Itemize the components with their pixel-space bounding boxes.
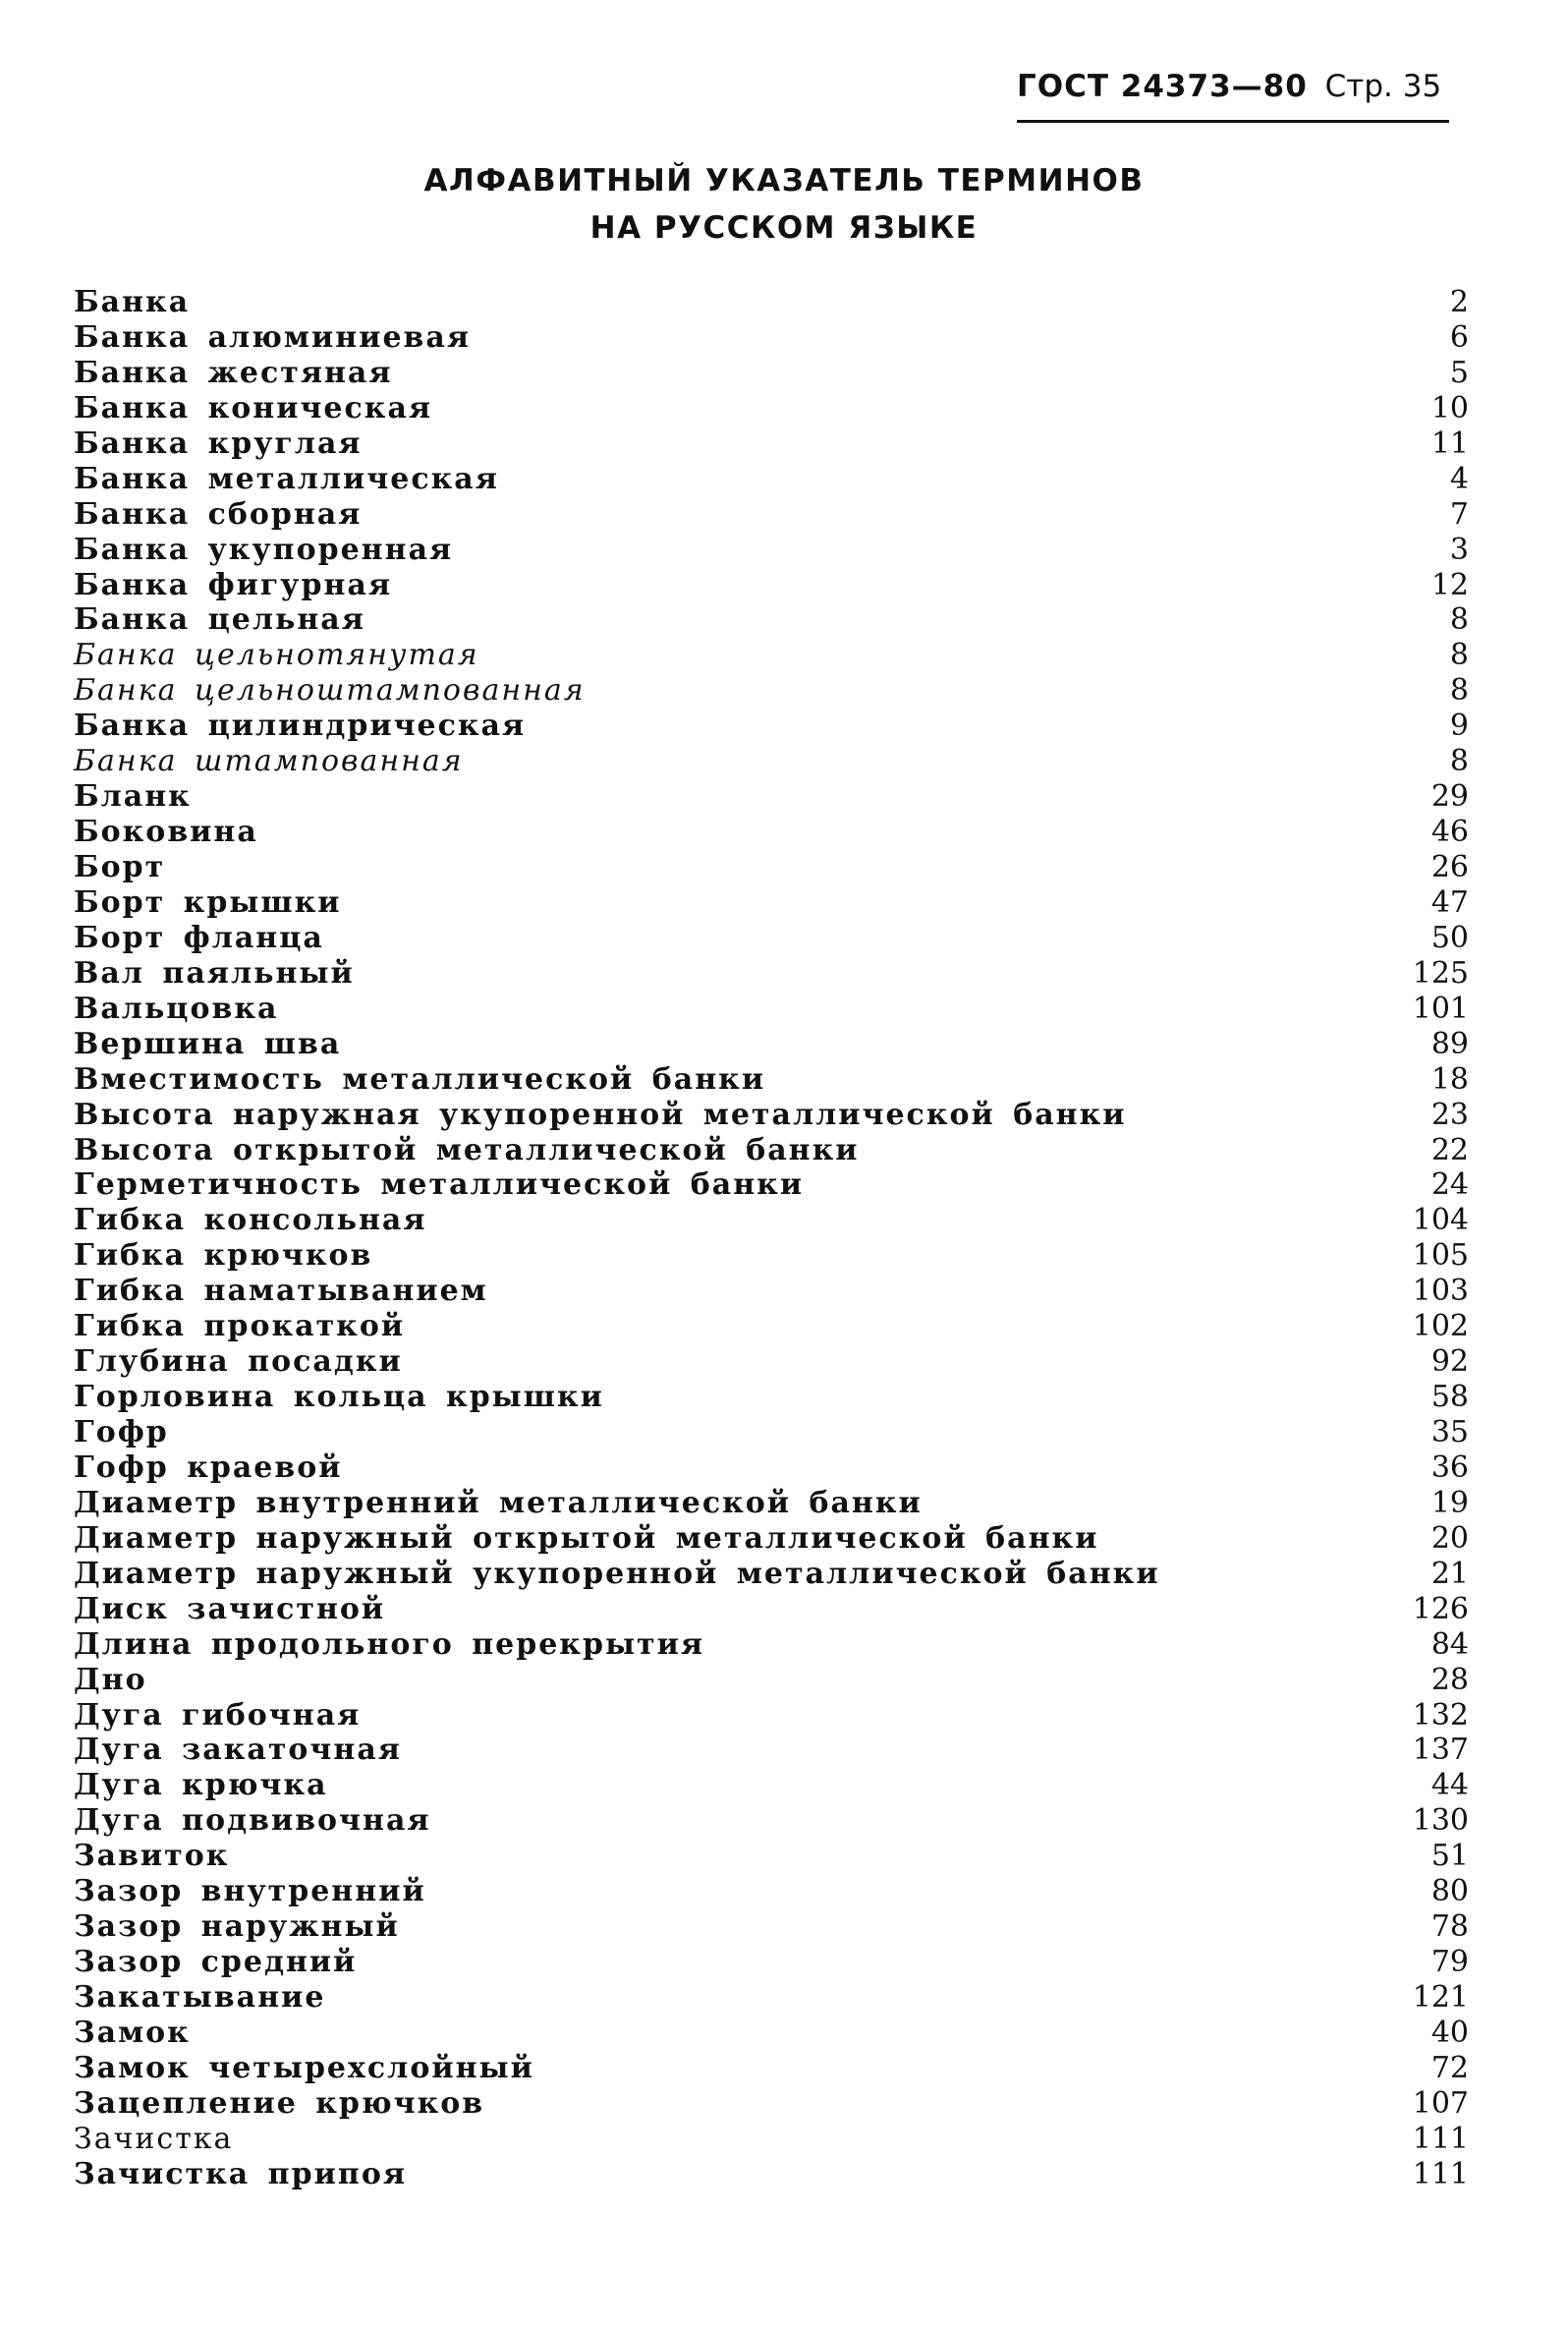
index-entry [74, 1627, 1469, 1663]
index-term: Вал паяльный [74, 955, 355, 991]
page-title [0, 157, 1568, 252]
index-term-number: 72 [1430, 2050, 1469, 2085]
index-term: Бланк [74, 779, 192, 815]
index-term: Банка жестяная [74, 355, 393, 390]
index-term: Гофр краевой [74, 1449, 343, 1485]
index-term: Банка [74, 285, 191, 319]
index-term: Банка коническая [74, 390, 433, 426]
index-term-number: 2 [1449, 285, 1469, 319]
title-line-1: АЛФАВИТНЫЙ УКАЗАТЕЛЬ ТЕРМИНОВ [423, 163, 1145, 199]
index-entry [74, 1839, 1469, 1874]
index-term: Банка цельнотянутая [74, 638, 479, 673]
index-entry [74, 921, 1469, 956]
index-entry [74, 1909, 1469, 1945]
index-entry [74, 1450, 1469, 1486]
index-term-number: 79 [1430, 1945, 1469, 1980]
index-term: Замок четырехслойный [74, 2050, 534, 2085]
index-term: Банка сборная [74, 496, 363, 532]
index-term: Высота открытой металлической банки [74, 1132, 860, 1167]
index-entry [74, 462, 1469, 497]
index-entry [74, 1557, 1469, 1592]
index-entry [74, 1768, 1469, 1803]
index-term: Дуга гибочная [74, 1697, 362, 1733]
index-term: Банка цельная [74, 602, 365, 638]
index-term: Зазор внутренний [74, 1874, 426, 1909]
index-term-number: 102 [1412, 1309, 1469, 1344]
index-entry [74, 1309, 1469, 1344]
index-entry [74, 1167, 1469, 1203]
index-term-number: 8 [1449, 744, 1469, 779]
index-term: Гибка крючков [74, 1238, 373, 1274]
index-entry [74, 568, 1469, 603]
index-entry [74, 1203, 1469, 1238]
term-index-list [74, 285, 1469, 2192]
index-term-number: 58 [1430, 1380, 1469, 1415]
index-term: Зацепление крючков [74, 2085, 485, 2121]
index-term: Боковина [74, 815, 258, 850]
index-term: Гибка прокаткой [74, 1309, 406, 1344]
index-term-number: 8 [1449, 673, 1469, 709]
index-term: Банка фигурная [74, 567, 393, 602]
index-term: Банка штампованная [74, 744, 464, 779]
index-entry [74, 2051, 1469, 2086]
index-term: Диск зачистной [74, 1591, 386, 1626]
index-entry [74, 1733, 1469, 1768]
index-entry [74, 497, 1469, 533]
index-term-number: 3 [1449, 532, 1469, 567]
index-term-number: 44 [1430, 1768, 1469, 1803]
standard-number: ГОСТ 24373—80 [1017, 69, 1308, 104]
index-entry [74, 1486, 1469, 1521]
index-term: Зазор наружный [74, 1909, 400, 1945]
index-entry [74, 2122, 1469, 2157]
index-term: Зачистка [74, 2121, 234, 2156]
index-term-number: 89 [1430, 1026, 1469, 1061]
index-term: Зазор средний [74, 1945, 358, 1980]
index-term: Банка цилиндрическая [74, 709, 527, 744]
page-header [1017, 69, 1449, 123]
index-term-number: 18 [1430, 1061, 1469, 1097]
index-term-number: 19 [1430, 1485, 1469, 1520]
index-term-number: 84 [1430, 1626, 1469, 1662]
index-entry [74, 533, 1469, 568]
index-term: Вершина шва [74, 1026, 342, 1061]
index-entry [74, 1592, 1469, 1627]
index-term-number: 9 [1449, 709, 1469, 744]
index-term-number: 80 [1430, 1874, 1469, 1909]
index-term-number: 132 [1412, 1697, 1469, 1733]
index-term-number: 46 [1430, 815, 1469, 850]
index-entry [74, 391, 1469, 426]
index-entry [74, 992, 1469, 1027]
index-entry [74, 1062, 1469, 1098]
index-entry [74, 1874, 1469, 1909]
index-term-number: 26 [1430, 850, 1469, 884]
index-term-number: 126 [1412, 1591, 1469, 1626]
index-entry [74, 638, 1469, 673]
index-term: Диаметр внутренний металлической банки [74, 1485, 923, 1520]
index-term-number: 92 [1430, 1344, 1469, 1380]
index-term: Вместимость металлической банки [74, 1061, 766, 1097]
index-term-number: 104 [1412, 1203, 1469, 1238]
index-entry [74, 1274, 1469, 1309]
index-entry [74, 1663, 1469, 1698]
index-entry [74, 1380, 1469, 1415]
index-entry [74, 1027, 1469, 1062]
index-entry [74, 1098, 1469, 1133]
index-entry [74, 1945, 1469, 1980]
index-entry [74, 850, 1469, 885]
index-term-number: 8 [1449, 602, 1469, 638]
index-term: Гофр [74, 1415, 169, 1449]
index-term: Гибка консольная [74, 1203, 427, 1238]
index-term: Дуга закаточная [74, 1733, 402, 1768]
index-entry [74, 2157, 1469, 2192]
index-entry [74, 602, 1469, 638]
index-term-number: 125 [1412, 955, 1469, 991]
index-term: Банка цельноштампованная [74, 673, 586, 709]
index-term: Дуга крючка [74, 1768, 328, 1803]
index-term: Дуга подвивочная [74, 1803, 431, 1839]
index-term-number: 51 [1430, 1839, 1469, 1874]
index-entry [74, 956, 1469, 992]
index-term: Завиток [74, 1839, 230, 1874]
index-term-number: 103 [1412, 1274, 1469, 1309]
index-term: Герметичность металлической банки [74, 1167, 805, 1203]
index-term-number: 29 [1430, 779, 1469, 815]
index-term-number: 23 [1430, 1097, 1469, 1132]
index-term-number: 78 [1430, 1909, 1469, 1945]
index-entry [74, 1980, 1469, 2016]
index-entry [74, 673, 1469, 709]
index-entry [74, 1521, 1469, 1557]
index-term-number: 105 [1412, 1238, 1469, 1274]
index-entry [74, 1803, 1469, 1839]
index-term-number: 24 [1430, 1167, 1469, 1203]
title-line-2: НА РУССКОМ ЯЗЫКЕ [589, 210, 979, 246]
index-entry [74, 1415, 1469, 1450]
index-term-number: 8 [1449, 638, 1469, 673]
index-term: Борт фланца [74, 920, 324, 955]
index-entry [74, 709, 1469, 744]
index-entry [74, 356, 1469, 391]
index-term: Банка металлическая [74, 461, 499, 496]
index-term-number: 47 [1430, 884, 1469, 920]
index-entry [74, 426, 1469, 462]
index-term: Горловина кольца крышки [74, 1380, 604, 1415]
index-term: Вальцовка [74, 991, 279, 1026]
index-entry [74, 815, 1469, 850]
page-number: Стр. 35 [1324, 69, 1442, 104]
index-entry [74, 1344, 1469, 1380]
index-term: Глубина посадки [74, 1344, 403, 1380]
index-entry [74, 1698, 1469, 1733]
index-term-number: 20 [1430, 1520, 1469, 1556]
index-term-number: 11 [1430, 426, 1469, 461]
index-term: Борт крышки [74, 884, 342, 920]
index-entry [74, 1238, 1469, 1274]
index-entry [74, 779, 1469, 815]
index-term-number: 111 [1412, 2156, 1469, 2191]
index-term: Банка укупоренная [74, 532, 454, 567]
index-entry [74, 2086, 1469, 2122]
index-term: Банка алюминиевая [74, 319, 471, 355]
index-term-number: 22 [1430, 1132, 1469, 1167]
index-term: Диаметр наружный укупоренной металлической банки [74, 1556, 1160, 1591]
index-term-number: 36 [1430, 1449, 1469, 1485]
index-term: Диаметр наружный открытой металлической банки [74, 1520, 1099, 1556]
index-entry [74, 885, 1469, 921]
index-term-number: 107 [1412, 2085, 1469, 2121]
index-term-number: 6 [1449, 319, 1469, 355]
index-term-number: 111 [1412, 2121, 1469, 2156]
index-term-number: 101 [1412, 991, 1469, 1026]
index-term: Замок [74, 2015, 191, 2050]
index-term-number: 35 [1430, 1415, 1469, 1449]
index-term-number: 5 [1449, 355, 1469, 390]
index-term-number: 28 [1430, 1662, 1469, 1697]
index-term: Высота наружная укупоренной металлической банки [74, 1097, 1127, 1132]
index-term: Зачистка припоя [74, 2156, 408, 2191]
index-entry [74, 320, 1469, 356]
index-term-number: 12 [1430, 567, 1469, 602]
index-term: Борт [74, 850, 166, 884]
index-entry [74, 1133, 1469, 1168]
index-term-number: 7 [1449, 496, 1469, 532]
index-term-number: 10 [1430, 390, 1469, 426]
index-term-number: 4 [1449, 461, 1469, 496]
index-term: Банка круглая [74, 426, 363, 461]
index-term-number: 137 [1412, 1733, 1469, 1768]
index-term: Длина продольного перекрытия [74, 1626, 705, 1662]
index-term-number: 21 [1430, 1556, 1469, 1591]
index-entry [74, 285, 1469, 320]
index-term: Дно [74, 1662, 147, 1697]
index-term: Закатывание [74, 1980, 326, 2015]
index-entry [74, 2016, 1469, 2051]
index-term: Гибка наматыванием [74, 1274, 488, 1309]
index-entry [74, 744, 1469, 779]
index-term-number: 40 [1430, 2015, 1469, 2050]
index-term-number: 121 [1412, 1980, 1469, 2015]
index-term-number: 50 [1430, 920, 1469, 955]
index-term-number: 130 [1412, 1803, 1469, 1839]
